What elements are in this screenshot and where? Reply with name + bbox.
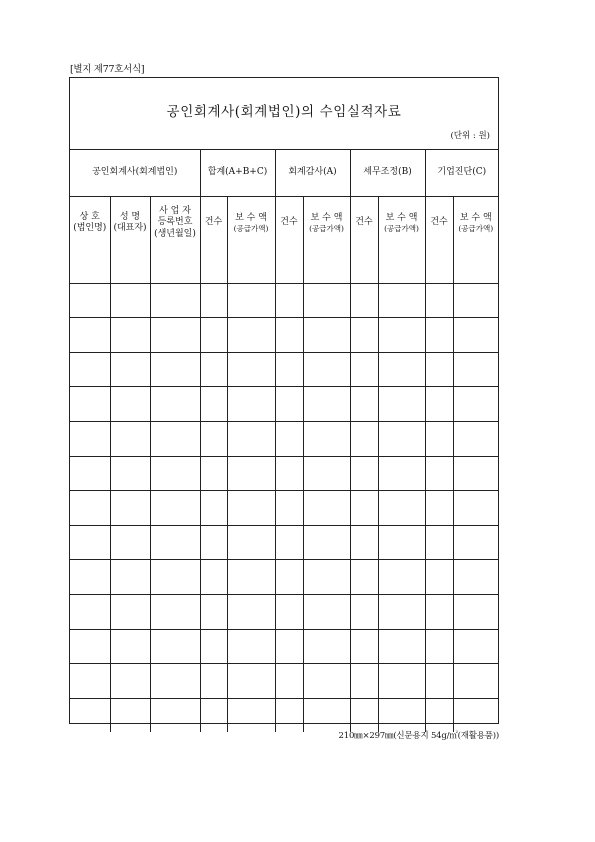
table-cell[interactable] (227, 491, 275, 526)
table-cell[interactable] (350, 421, 378, 456)
table-row (70, 352, 498, 387)
table-cell[interactable] (378, 249, 425, 283)
table-cell[interactable] (110, 456, 150, 491)
table-cell[interactable] (150, 594, 200, 629)
table-cell[interactable] (275, 387, 303, 422)
header-total: 합계(A+B+C) (200, 150, 275, 197)
table-cell[interactable] (453, 629, 498, 664)
header-registration-number: 사 업 자 등록번호 (생년월일) (150, 197, 200, 250)
table-cell[interactable] (303, 421, 350, 456)
table-cell[interactable] (378, 421, 425, 456)
table-cell[interactable] (70, 594, 110, 629)
header-diagnosis-fee: 보 수 액 (공급가액) (453, 197, 498, 250)
table-cell[interactable] (200, 629, 227, 664)
table-cell[interactable] (378, 283, 425, 318)
table-cell[interactable] (350, 560, 378, 595)
table-cell[interactable] (110, 664, 150, 699)
table-cell[interactable] (425, 387, 453, 422)
table-cell[interactable] (350, 283, 378, 318)
table-cell[interactable] (350, 387, 378, 422)
table-row (70, 698, 498, 732)
title-area (70, 78, 498, 150)
table-cell[interactable] (350, 629, 378, 664)
table-cell[interactable] (303, 283, 350, 318)
table-cell[interactable] (200, 249, 227, 283)
table-cell[interactable] (110, 629, 150, 664)
table-cell[interactable] (275, 456, 303, 491)
table-cell[interactable] (110, 318, 150, 353)
table-cell[interactable] (70, 352, 110, 387)
table-cell[interactable] (150, 491, 200, 526)
table-cell[interactable] (110, 594, 150, 629)
table-row (70, 249, 498, 283)
table-cell[interactable] (453, 664, 498, 699)
form-title: 공인회계사(회계법인)의 수임실적자료 (166, 104, 402, 120)
table-cell[interactable] (303, 525, 350, 560)
table-cell[interactable] (350, 352, 378, 387)
table-cell[interactable] (227, 387, 275, 422)
table-row (70, 594, 498, 629)
table-cell[interactable] (275, 318, 303, 353)
table-cell[interactable] (350, 456, 378, 491)
table-cell[interactable] (350, 249, 378, 283)
table-cell[interactable] (378, 525, 425, 560)
table-cell[interactable] (70, 421, 110, 456)
table-cell[interactable] (425, 456, 453, 491)
header-firm: 공인회계사(회계법인) (70, 150, 200, 197)
table-cell[interactable] (150, 698, 200, 732)
table-cell[interactable] (227, 664, 275, 699)
table-cell[interactable] (110, 491, 150, 526)
table-cell[interactable] (150, 525, 200, 560)
table-cell[interactable] (150, 249, 200, 283)
table-cell[interactable] (227, 560, 275, 595)
table-cell[interactable] (275, 560, 303, 595)
table-cell[interactable] (200, 352, 227, 387)
table-cell[interactable] (227, 249, 275, 283)
paper-spec-footer: 210㎜×297㎜(신문용지 54g/㎡(재활용품)) (338, 731, 499, 741)
table-cell[interactable] (150, 387, 200, 422)
table-row (70, 456, 498, 491)
header-total-count: 건수 (200, 197, 227, 250)
table-cell[interactable] (200, 594, 227, 629)
table-cell[interactable] (275, 594, 303, 629)
table-cell[interactable] (200, 456, 227, 491)
table-cell[interactable] (150, 560, 200, 595)
table-cell[interactable] (275, 491, 303, 526)
header-representative: 성 명 (대표자) (110, 197, 150, 250)
table-cell[interactable] (70, 491, 110, 526)
table-cell[interactable] (350, 698, 378, 732)
table-cell[interactable] (110, 698, 150, 732)
table-cell[interactable] (275, 664, 303, 699)
table-cell[interactable] (110, 560, 150, 595)
table-cell[interactable] (150, 318, 200, 353)
table-cell[interactable] (200, 560, 227, 595)
table-cell[interactable] (453, 456, 498, 491)
table-cell[interactable] (150, 352, 200, 387)
table-cell[interactable] (453, 525, 498, 560)
header-audit: 회계감사(A) (275, 150, 350, 197)
table-cell[interactable] (70, 525, 110, 560)
table-cell[interactable] (453, 594, 498, 629)
table-cell[interactable] (303, 249, 350, 283)
table-row (70, 283, 498, 318)
table-cell[interactable] (425, 629, 453, 664)
table-cell[interactable] (378, 318, 425, 353)
table-cell[interactable] (150, 456, 200, 491)
table-cell[interactable] (227, 421, 275, 456)
table-cell[interactable] (110, 525, 150, 560)
header-diagnosis-count: 건수 (425, 197, 453, 250)
table-cell[interactable] (227, 525, 275, 560)
table-row (70, 629, 498, 664)
table-cell[interactable] (70, 664, 110, 699)
table-cell[interactable] (303, 352, 350, 387)
table-cell[interactable] (275, 698, 303, 732)
table-row (70, 318, 498, 353)
table-cell[interactable] (453, 698, 498, 732)
table-cell[interactable] (303, 594, 350, 629)
table-cell[interactable] (275, 525, 303, 560)
table-row (70, 664, 498, 699)
table-cell[interactable] (200, 491, 227, 526)
table-cell[interactable] (110, 421, 150, 456)
table-cell[interactable] (425, 525, 453, 560)
table-cell[interactable] (303, 698, 350, 732)
table-cell[interactable] (425, 594, 453, 629)
table-cell[interactable] (275, 283, 303, 318)
table-cell[interactable] (70, 283, 110, 318)
table-cell[interactable] (200, 664, 227, 699)
table-cell[interactable] (453, 387, 498, 422)
table-cell[interactable] (227, 594, 275, 629)
table-cell[interactable] (227, 283, 275, 318)
table-cell[interactable] (453, 249, 498, 283)
table-cell[interactable] (150, 421, 200, 456)
header-tax-fee: 보 수 액 (공급가액) (378, 197, 425, 250)
table-cell[interactable] (453, 352, 498, 387)
table-cell[interactable] (200, 283, 227, 318)
form-sheet (69, 77, 499, 724)
table-cell[interactable] (350, 491, 378, 526)
table-row (70, 491, 498, 526)
table-cell[interactable] (110, 249, 150, 283)
table-cell[interactable] (425, 664, 453, 699)
table-cell[interactable] (453, 283, 498, 318)
table-cell[interactable] (200, 387, 227, 422)
table-cell[interactable] (378, 387, 425, 422)
header-audit-fee: 보 수 액 (공급가액) (303, 197, 350, 250)
record-table (70, 150, 498, 732)
table-cell[interactable] (350, 664, 378, 699)
table-cell[interactable] (378, 629, 425, 664)
table-row (70, 560, 498, 595)
header-tax: 세무조정(B) (350, 150, 425, 197)
header-total-fee: 보 수 액 (공급가액) (227, 197, 275, 250)
table-cell[interactable] (425, 421, 453, 456)
table-cell[interactable] (200, 421, 227, 456)
table-cell[interactable] (227, 318, 275, 353)
table-cell[interactable] (227, 698, 275, 732)
table-cell[interactable] (425, 698, 453, 732)
table-row (70, 387, 498, 422)
table-cell[interactable] (70, 629, 110, 664)
table-cell[interactable] (425, 560, 453, 595)
table-cell[interactable] (378, 594, 425, 629)
table-cell[interactable] (227, 456, 275, 491)
table-cell[interactable] (70, 698, 110, 732)
form-label: [별지 제77호서식] (70, 64, 145, 75)
table-cell[interactable] (275, 249, 303, 283)
table-cell[interactable] (200, 318, 227, 353)
table-cell[interactable] (110, 387, 150, 422)
table-cell[interactable] (150, 283, 200, 318)
table-cell[interactable] (303, 456, 350, 491)
table-cell[interactable] (303, 560, 350, 595)
table-cell[interactable] (200, 698, 227, 732)
table-cell[interactable] (350, 318, 378, 353)
table-cell[interactable] (200, 525, 227, 560)
table-row (70, 525, 498, 560)
table-cell[interactable] (350, 594, 378, 629)
table-cell[interactable] (303, 491, 350, 526)
table-cell[interactable] (70, 318, 110, 353)
table-cell[interactable] (150, 664, 200, 699)
table-cell[interactable] (303, 664, 350, 699)
table-cell[interactable] (70, 387, 110, 422)
table-cell[interactable] (303, 318, 350, 353)
table-cell[interactable] (453, 491, 498, 526)
table-cell[interactable] (425, 491, 453, 526)
table-body (70, 249, 498, 732)
header-audit-count: 건수 (275, 197, 303, 250)
table-cell[interactable] (378, 560, 425, 595)
group-header-row (70, 150, 498, 197)
header-company-name: 상 호 (법인명) (70, 197, 110, 250)
table-cell[interactable] (275, 629, 303, 664)
table-cell[interactable] (425, 249, 453, 283)
table-cell[interactable] (303, 629, 350, 664)
table-cell[interactable] (275, 352, 303, 387)
table-cell[interactable] (453, 421, 498, 456)
table-cell[interactable] (275, 421, 303, 456)
header-diagnosis: 기업진단(C) (425, 150, 498, 197)
table-row (70, 421, 498, 456)
table-cell[interactable] (425, 352, 453, 387)
unit-label: (단위 : 원) (450, 131, 490, 141)
table-cell[interactable] (70, 560, 110, 595)
table-cell[interactable] (378, 698, 425, 732)
header-tax-count: 건수 (350, 197, 378, 250)
table-cell[interactable] (378, 491, 425, 526)
table-cell[interactable] (227, 629, 275, 664)
table-cell[interactable] (227, 352, 275, 387)
table-cell[interactable] (378, 352, 425, 387)
table-cell[interactable] (425, 283, 453, 318)
table-cell[interactable] (303, 387, 350, 422)
table-cell[interactable] (453, 560, 498, 595)
table-cell[interactable] (110, 283, 150, 318)
table-cell[interactable] (425, 318, 453, 353)
table-cell[interactable] (350, 525, 378, 560)
table-cell[interactable] (378, 664, 425, 699)
table-cell[interactable] (453, 318, 498, 353)
table-cell[interactable] (110, 352, 150, 387)
table-cell[interactable] (70, 249, 110, 283)
table-cell[interactable] (70, 456, 110, 491)
table-cell[interactable] (378, 456, 425, 491)
sub-header-row (70, 197, 498, 250)
table-cell[interactable] (150, 629, 200, 664)
